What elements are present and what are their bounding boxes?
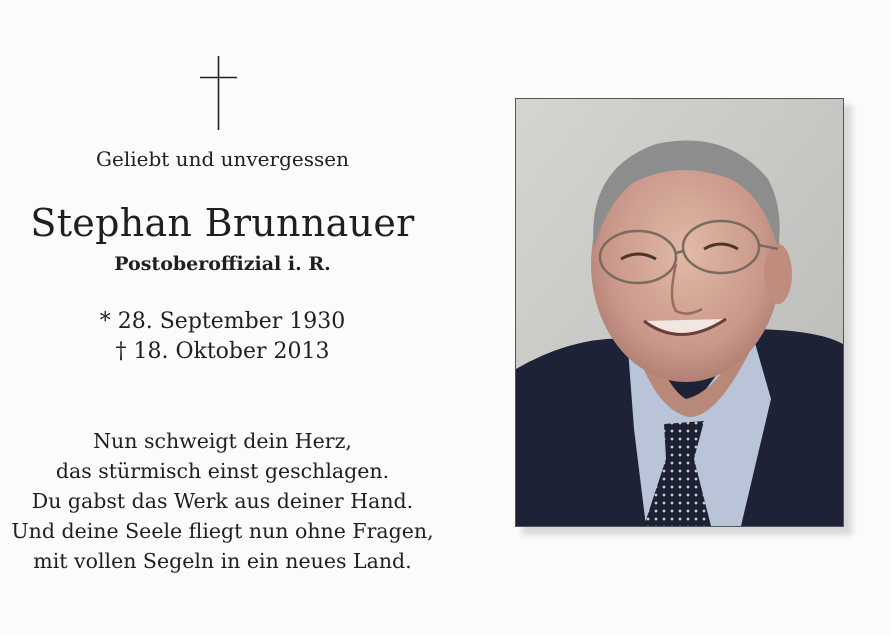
poem-line: Und deine Seele fliegt nun ohne Fragen, bbox=[11, 519, 434, 543]
poem-line: Nun schweigt dein Herz, bbox=[93, 429, 352, 453]
poem-line: mit vollen Segeln in ein neues Land. bbox=[33, 549, 412, 573]
cross-icon bbox=[0, 0, 445, 140]
poem-line: Du gabst das Werk aus deiner Hand. bbox=[31, 489, 414, 513]
poem-line: das stürmisch einst geschlagen. bbox=[55, 459, 390, 483]
birth-date: * 28. September 1930 bbox=[99, 309, 346, 334]
tagline: Geliebt und unvergessen bbox=[96, 147, 349, 171]
deceased-title: Postoberoffizial i. R. bbox=[114, 253, 331, 275]
deceased-name: Stephan Brunnauer bbox=[30, 201, 415, 245]
death-date: † 18. Oktober 2013 bbox=[115, 339, 330, 364]
poem bbox=[0, 426, 445, 576]
portrait-photo bbox=[515, 98, 844, 527]
